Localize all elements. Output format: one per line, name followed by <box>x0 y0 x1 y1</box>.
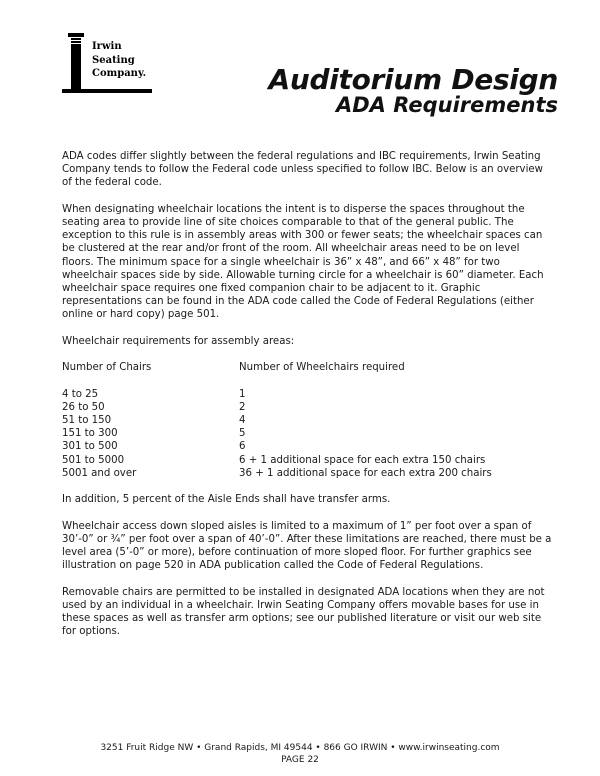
page-title: Auditorium Design <box>268 63 558 96</box>
document-body <box>62 150 554 652</box>
logo-line-2: Seating <box>92 54 135 66</box>
table-row <box>62 427 554 440</box>
table-cell-wheelchairs: 2 <box>239 401 246 413</box>
logo-line-1: Irwin <box>92 41 122 52</box>
table-row <box>62 414 554 427</box>
table-cell-wheelchairs: 36 + 1 additional space for each extra 200 chairs <box>239 467 492 479</box>
table-row <box>62 467 554 480</box>
table-cell-chairs: 301 to 500 <box>62 441 118 453</box>
table-cell-wheelchairs: 4 <box>239 415 246 426</box>
transfer-arms-paragraph: In addition, 5 percent of the Aisle Ends shall have transfer arms. <box>62 494 391 506</box>
intro-paragraph: ADA codes differ slightly between the federal regulations and IBC requirements, Irwin Seating Company tends to follow the Federal code unless specified to follow IBC. Below is an overview of the federal code. <box>62 151 544 189</box>
table-intro: Wheelchair requirements for assembly areas: <box>62 335 295 347</box>
removable-chairs-paragraph: Removable chairs are permitted to be installed in designated ADA locations when they are not used by an individual in a wheelchair. Irwin Seating Company offers movable bases for use in these spaces as well as transfer arm options; see our published literature or visit our web site for options. <box>62 586 545 638</box>
table-cell-chairs: 4 to 25 <box>62 388 99 400</box>
table-cell-wheelchairs: 6 <box>239 441 246 453</box>
table-cell-chairs: 26 to 50 <box>62 401 105 413</box>
table-row <box>62 440 554 453</box>
sloped-aisles-paragraph: Wheelchair access down sloped aisles is limited to a maximum of 1” per foot over a span of 30’-0” or ¾” per foot over a span of 40’-0”. After these limitations are reached, there must be a level area (5’-0” or more), before continuation of more sloped floor. For further graphics see illustration on page 520 in ADA publication called the Code of Federal Regulations. <box>62 520 552 572</box>
table-cell-wheelchairs: 5 <box>239 428 246 440</box>
footer-address: 3251 Fruit Ridge NW • Grand Rapids, MI 49544 • 866 GO IRWIN • www.irwinseating.com <box>100 743 500 753</box>
table-cell-chairs: 51 to 150 <box>62 415 112 426</box>
page-footer <box>0 742 600 766</box>
logo-line-3: Company. <box>92 68 147 79</box>
table-row <box>62 454 554 467</box>
table-row <box>62 388 554 401</box>
table-row <box>62 401 554 414</box>
table-cell-chairs: 5001 and over <box>62 467 137 479</box>
table-cell-chairs: 151 to 300 <box>62 428 118 440</box>
logo-wordmark <box>92 40 146 81</box>
table-cell-wheelchairs: 1 <box>239 388 246 400</box>
table-header-wheelchairs: Number of Wheelchairs required <box>239 362 405 374</box>
wheelchair-locations-paragraph: When designating wheelchair locations the intent is to disperse the spaces throughout the seating area to provide line of site choices comparable to that of the general public. The exception to this rule is in assembly areas with 300 or fewer seats; the wheelchair spaces can be clustered at the rear and/or front of the room. All wheelchair areas need to be on level floors. The minimum space for a single wheelchair is 36” x 48”, and 66” x 48” for two wheelchair spaces side by side. Allowable turning circle for a wheelchair is 60” diameter. Each wheelchair space requires one fixed companion chair to be adjacent to it. Graphic representations can be found in the ADA code called the Code of Federal Regulations (either online or hard copy) page 501. <box>62 203 544 321</box>
wheelchair-requirements-table <box>62 361 554 480</box>
page-number: PAGE 22 <box>281 755 319 765</box>
table-cell-wheelchairs: 6 + 1 additional space for each extra 150 chairs <box>239 454 486 466</box>
page-subtitle: ADA Requirements <box>335 93 558 117</box>
table-cell-chairs: 501 to 5000 <box>62 454 125 466</box>
table-header-chairs: Number of Chairs <box>62 362 152 374</box>
table-header-row <box>62 361 554 374</box>
